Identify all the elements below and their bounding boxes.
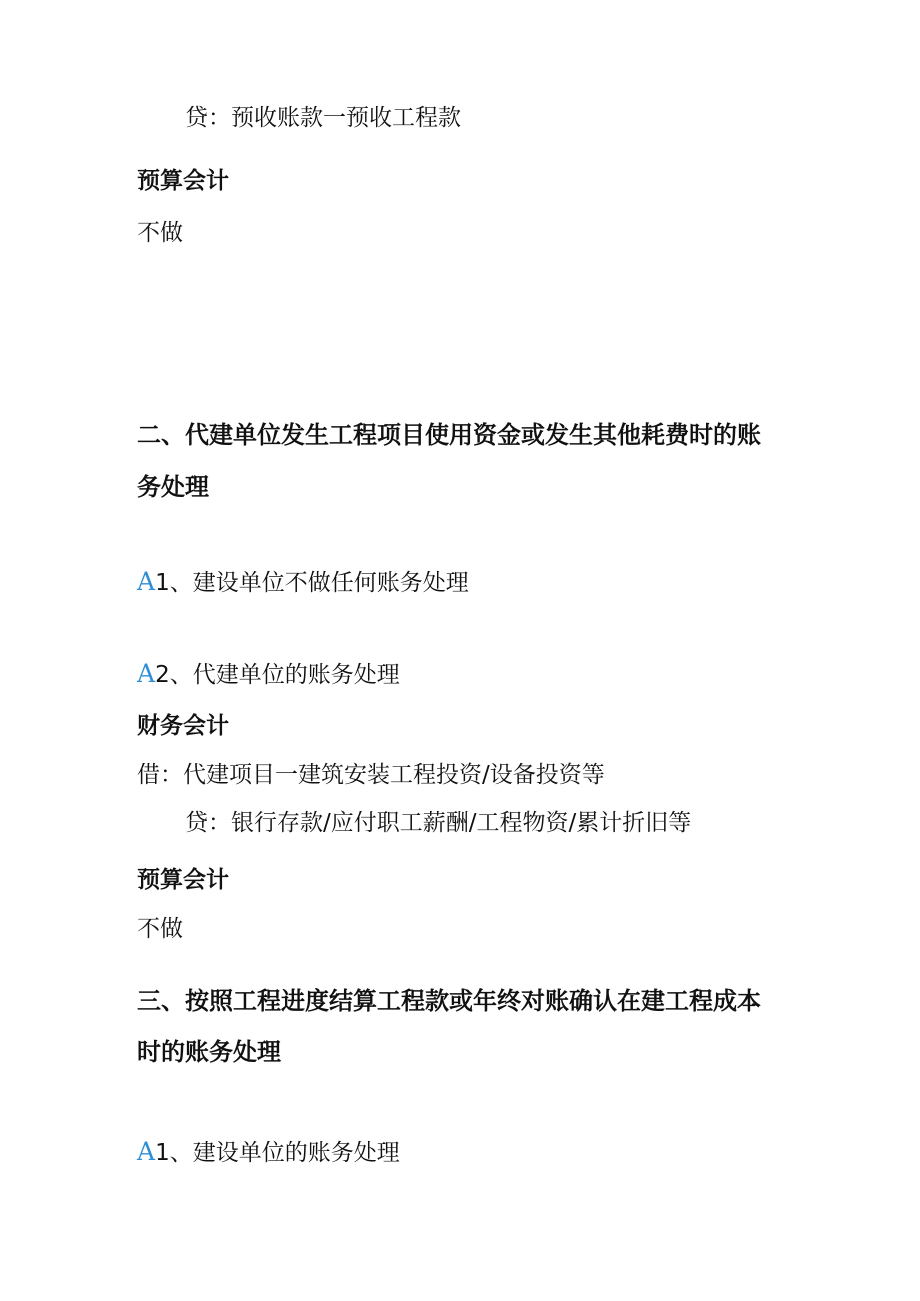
item-2-2	[137, 659, 400, 690]
bullet-marker: A	[137, 1137, 156, 1166]
item-3-1-text: 1、建设单位的账务处理	[155, 1140, 400, 1166]
none-text-2: 不做	[137, 916, 183, 942]
bullet-marker: A	[137, 659, 156, 688]
none-text-1: 不做	[137, 220, 183, 246]
item-2-1-text: 1、建设单位不做任何账务处理	[155, 570, 469, 596]
credit-line-prepaid: 贷：预收账款一预收工程款	[185, 105, 461, 131]
section-2-heading-line2: 务处理	[137, 473, 209, 501]
bullet-marker: A	[137, 567, 156, 596]
item-3-1	[137, 1137, 400, 1168]
section-3-heading-line1: 三、按照工程进度结算工程款或年终对账确认在建工程成本	[137, 987, 761, 1015]
section-2-heading-line1: 二、代建单位发生工程项目使用资金或发生其他耗费时的账	[137, 421, 761, 449]
item-2-2-text: 2、代建单位的账务处理	[155, 662, 400, 688]
debit-line-project: 借：代建项目一建筑安装工程投资/设备投资等	[137, 762, 605, 788]
budget-accounting-label-1: 预算会计	[137, 168, 229, 194]
budget-accounting-label-2: 预算会计	[137, 867, 229, 893]
section-3-heading-line2: 时的账务处理	[137, 1038, 281, 1066]
credit-line-bank: 贷：银行存款/应付职工薪酬/工程物资/累计折旧等	[185, 810, 692, 836]
item-2-1	[137, 567, 469, 598]
financial-accounting-label: 财务会计	[137, 713, 229, 739]
